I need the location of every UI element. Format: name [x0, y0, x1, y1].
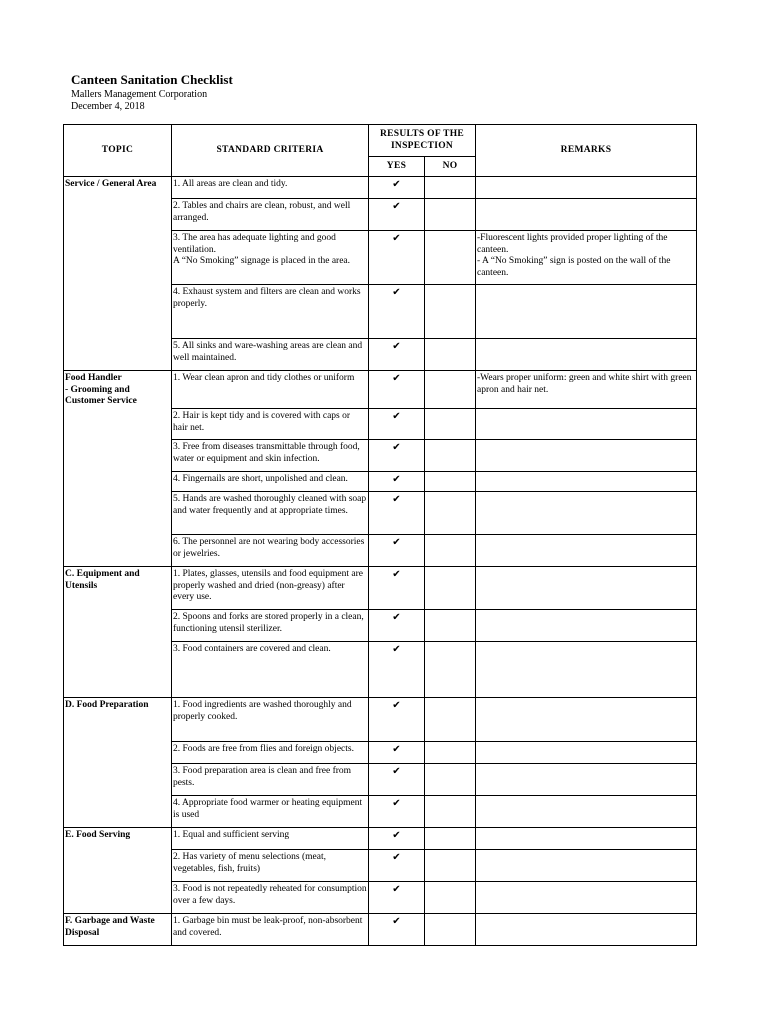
- table-row: [64, 177, 697, 199]
- topic-cell: [64, 567, 172, 610]
- criteria-text: 4. Exhaust system and filters are clean and works properly.: [173, 287, 361, 309]
- table-row: [64, 285, 697, 339]
- col-results-header: RESULTS OF THE INSPECTION: [369, 125, 476, 157]
- criteria-cell: [172, 828, 369, 850]
- remarks-cell: [476, 535, 697, 567]
- criteria-text: 1. Equal and sufficient serving: [173, 830, 290, 840]
- table-row: [64, 764, 697, 796]
- remarks-cell: [476, 914, 697, 946]
- topic-cell: [64, 535, 172, 567]
- criteria-cell: [172, 567, 369, 610]
- criteria-text: 1. Plates, glasses, utensils and food equipment are properly washed and dried (non-greasy) after every use.: [173, 569, 363, 602]
- criteria-cell: [172, 285, 369, 339]
- criteria-text: 6. The personnel are not wearing body accessories or jewelries.: [173, 537, 365, 559]
- no-cell: [425, 828, 476, 850]
- topic-cell: [64, 371, 172, 409]
- criteria-cell: [172, 371, 369, 409]
- check-mark-icon: ✔: [392, 537, 401, 548]
- criteria-cell: [172, 409, 369, 440]
- criteria-text: 2. Foods are free from flies and foreign objects.: [173, 744, 354, 754]
- no-cell: [425, 796, 476, 828]
- no-cell: [425, 199, 476, 231]
- table-row: [64, 371, 697, 409]
- no-cell: [425, 914, 476, 946]
- topic-cell: [64, 339, 172, 371]
- remarks-cell: [476, 742, 697, 764]
- yes-cell: [369, 409, 425, 440]
- remarks-cell: [476, 177, 697, 199]
- yes-cell: [369, 492, 425, 535]
- criteria-text: 1. All areas are clean and tidy.: [173, 179, 288, 189]
- no-cell: [425, 492, 476, 535]
- no-cell: [425, 610, 476, 642]
- no-cell: [425, 642, 476, 698]
- check-mark-icon: ✔: [392, 884, 401, 895]
- no-cell: [425, 409, 476, 440]
- criteria-text: 2. Spoons and forks are stored properly in a clean, functioning utensil sterilizer.: [173, 612, 364, 634]
- yes-cell: [369, 642, 425, 698]
- table-row: [64, 199, 697, 231]
- table-row: [64, 440, 697, 472]
- criteria-cell: [172, 199, 369, 231]
- table-row: [64, 882, 697, 914]
- col-criteria-header: STANDARD CRITERIA: [172, 125, 369, 177]
- remarks-cell: [476, 567, 697, 610]
- no-cell: [425, 742, 476, 764]
- table-row: [64, 409, 697, 440]
- yes-cell: [369, 535, 425, 567]
- topic-cell: [64, 796, 172, 828]
- yes-cell: [369, 610, 425, 642]
- remarks-text: -Wears proper uniform: green and white shirt with green apron and hair net.: [477, 373, 692, 395]
- col-yes-header: YES: [369, 157, 425, 177]
- criteria-text: 1. Food ingredients are washed thoroughly and properly cooked.: [173, 700, 352, 722]
- col-topic-header: TOPIC: [64, 125, 172, 177]
- criteria-cell: [172, 339, 369, 371]
- remarks-cell: [476, 371, 697, 409]
- yes-cell: [369, 339, 425, 371]
- check-mark-icon: ✔: [392, 373, 401, 384]
- topic-label: Food Handler - Grooming and Customer Service: [65, 373, 137, 406]
- yes-cell: [369, 796, 425, 828]
- topic-cell: [64, 199, 172, 231]
- check-mark-icon: ✔: [392, 830, 401, 841]
- check-mark-icon: ✔: [392, 442, 401, 453]
- criteria-text: 3. Food is not repeatedly reheated for consumption over a few days.: [173, 884, 367, 906]
- topic-cell: [64, 828, 172, 850]
- criteria-text: 3. Food containers are covered and clean.: [173, 644, 331, 654]
- remarks-cell: [476, 472, 697, 492]
- no-cell: [425, 472, 476, 492]
- yes-cell: [369, 472, 425, 492]
- topic-cell: [64, 882, 172, 914]
- checklist-table: [63, 124, 697, 946]
- criteria-cell: [172, 535, 369, 567]
- table-row: [64, 231, 697, 285]
- check-mark-icon: ✔: [392, 700, 401, 711]
- topic-label: E. Food Serving: [65, 830, 131, 840]
- yes-cell: [369, 850, 425, 882]
- remarks-cell: [476, 285, 697, 339]
- criteria-cell: [172, 440, 369, 472]
- table-row: [64, 828, 697, 850]
- no-cell: [425, 850, 476, 882]
- check-mark-icon: ✔: [392, 411, 401, 422]
- check-mark-icon: ✔: [392, 233, 401, 244]
- topic-cell: [64, 472, 172, 492]
- table-row: [64, 850, 697, 882]
- criteria-cell: [172, 796, 369, 828]
- check-mark-icon: ✔: [392, 201, 401, 212]
- topic-cell: [64, 440, 172, 472]
- remarks-cell: [476, 698, 697, 742]
- criteria-text: 2. Tables and chairs are clean, robust, and well arranged.: [173, 201, 351, 223]
- criteria-cell: [172, 492, 369, 535]
- no-cell: [425, 764, 476, 796]
- no-cell: [425, 371, 476, 409]
- no-cell: [425, 285, 476, 339]
- remarks-cell: [476, 492, 697, 535]
- criteria-cell: [172, 231, 369, 285]
- yes-cell: [369, 231, 425, 285]
- criteria-text: 1. Wear clean apron and tidy clothes or uniform: [173, 373, 355, 383]
- remarks-cell: [476, 339, 697, 371]
- table-row: [64, 698, 697, 742]
- topic-cell: [64, 742, 172, 764]
- no-cell: [425, 698, 476, 742]
- criteria-text: 2. Has variety of menu selections (meat, vegetables, fish, fruits): [173, 852, 327, 874]
- table-row: [64, 796, 697, 828]
- check-mark-icon: ✔: [392, 612, 401, 623]
- criteria-cell: [172, 177, 369, 199]
- check-mark-icon: ✔: [392, 569, 401, 580]
- check-mark-icon: ✔: [392, 744, 401, 755]
- criteria-text: 3. Food preparation area is clean and free from pests.: [173, 766, 352, 788]
- criteria-text: 3. Free from diseases transmittable through food, water or equipment and skin infection.: [173, 442, 360, 464]
- yes-cell: [369, 567, 425, 610]
- yes-cell: [369, 828, 425, 850]
- check-mark-icon: ✔: [392, 798, 401, 809]
- criteria-text: 2. Hair is kept tidy and is covered with caps or hair net.: [173, 411, 351, 433]
- topic-cell: [64, 231, 172, 285]
- yes-cell: [369, 177, 425, 199]
- yes-cell: [369, 742, 425, 764]
- table-row: [64, 472, 697, 492]
- criteria-cell: [172, 914, 369, 946]
- company-name: Mallers Management Corporation: [71, 89, 208, 100]
- topic-cell: [64, 492, 172, 535]
- table-row: [64, 339, 697, 371]
- table-row: [64, 567, 697, 610]
- no-cell: [425, 882, 476, 914]
- no-cell: [425, 535, 476, 567]
- check-mark-icon: ✔: [392, 494, 401, 505]
- no-cell: [425, 440, 476, 472]
- table-row: [64, 610, 697, 642]
- report-date: December 4, 2018: [71, 101, 145, 112]
- checklist-body: [64, 177, 697, 946]
- yes-cell: [369, 764, 425, 796]
- no-cell: [425, 231, 476, 285]
- topic-cell: [64, 409, 172, 440]
- remarks-cell: [476, 409, 697, 440]
- remarks-cell: [476, 828, 697, 850]
- yes-cell: [369, 285, 425, 339]
- check-mark-icon: ✔: [392, 916, 401, 927]
- topic-cell: [64, 698, 172, 742]
- topic-label: D. Food Preparation: [65, 700, 149, 710]
- criteria-cell: [172, 642, 369, 698]
- yes-cell: [369, 371, 425, 409]
- table-row: [64, 492, 697, 535]
- yes-cell: [369, 698, 425, 742]
- yes-cell: [369, 440, 425, 472]
- col-remarks-header: REMARKS: [476, 125, 697, 177]
- topic-label: F. Garbage and Waste Disposal: [65, 916, 155, 938]
- remarks-cell: [476, 231, 697, 285]
- yes-cell: [369, 882, 425, 914]
- yes-cell: [369, 199, 425, 231]
- remarks-text: -Fluorescent lights provided proper lighting of the canteen. - A “No Smoking” sign is posted on the wall of the canteen.: [477, 233, 671, 278]
- remarks-cell: [476, 440, 697, 472]
- remarks-cell: [476, 642, 697, 698]
- criteria-text: 3. The area has adequate lighting and good ventilation. A “No Smoking” signage is placed in the area.: [173, 233, 351, 266]
- remarks-cell: [476, 882, 697, 914]
- check-mark-icon: ✔: [392, 287, 401, 298]
- topic-cell: [64, 177, 172, 199]
- criteria-cell: [172, 742, 369, 764]
- check-mark-icon: ✔: [392, 474, 401, 485]
- table-row: [64, 535, 697, 567]
- table-row: [64, 914, 697, 946]
- no-cell: [425, 339, 476, 371]
- topic-cell: [64, 764, 172, 796]
- topic-cell: [64, 285, 172, 339]
- remarks-cell: [476, 764, 697, 796]
- criteria-text: 1. Garbage bin must be leak-proof, non-absorbent and covered.: [173, 916, 363, 938]
- table-header: [64, 125, 697, 177]
- criteria-text: 5. Hands are washed thoroughly cleaned with soap and water frequently and at appropriate times.: [173, 494, 367, 516]
- topic-cell: [64, 642, 172, 698]
- topic-label: C. Equipment and Utensils: [65, 569, 140, 591]
- check-mark-icon: ✔: [392, 852, 401, 863]
- criteria-cell: [172, 882, 369, 914]
- check-mark-icon: ✔: [392, 766, 401, 777]
- criteria-cell: [172, 850, 369, 882]
- remarks-cell: [476, 610, 697, 642]
- criteria-text: 5. All sinks and ware-washing areas are clean and well maintained.: [173, 341, 363, 363]
- topic-label: Service / General Area: [65, 179, 157, 189]
- check-mark-icon: ✔: [392, 644, 401, 655]
- remarks-cell: [476, 199, 697, 231]
- criteria-cell: [172, 472, 369, 492]
- criteria-cell: [172, 764, 369, 796]
- criteria-text: 4. Fingernails are short, unpolished and clean.: [173, 474, 348, 484]
- topic-cell: [64, 914, 172, 946]
- check-mark-icon: ✔: [392, 341, 401, 352]
- topic-cell: [64, 850, 172, 882]
- table-row: [64, 642, 697, 698]
- table-row: [64, 742, 697, 764]
- topic-cell: [64, 610, 172, 642]
- criteria-cell: [172, 610, 369, 642]
- remarks-cell: [476, 796, 697, 828]
- yes-cell: [369, 914, 425, 946]
- no-cell: [425, 177, 476, 199]
- criteria-cell: [172, 698, 369, 742]
- col-no-header: NO: [425, 157, 476, 177]
- check-mark-icon: ✔: [392, 179, 401, 190]
- criteria-text: 4. Appropriate food warmer or heating equipment is used: [173, 798, 363, 820]
- page-title: Canteen Sanitation Checklist: [71, 72, 233, 87]
- remarks-cell: [476, 850, 697, 882]
- no-cell: [425, 567, 476, 610]
